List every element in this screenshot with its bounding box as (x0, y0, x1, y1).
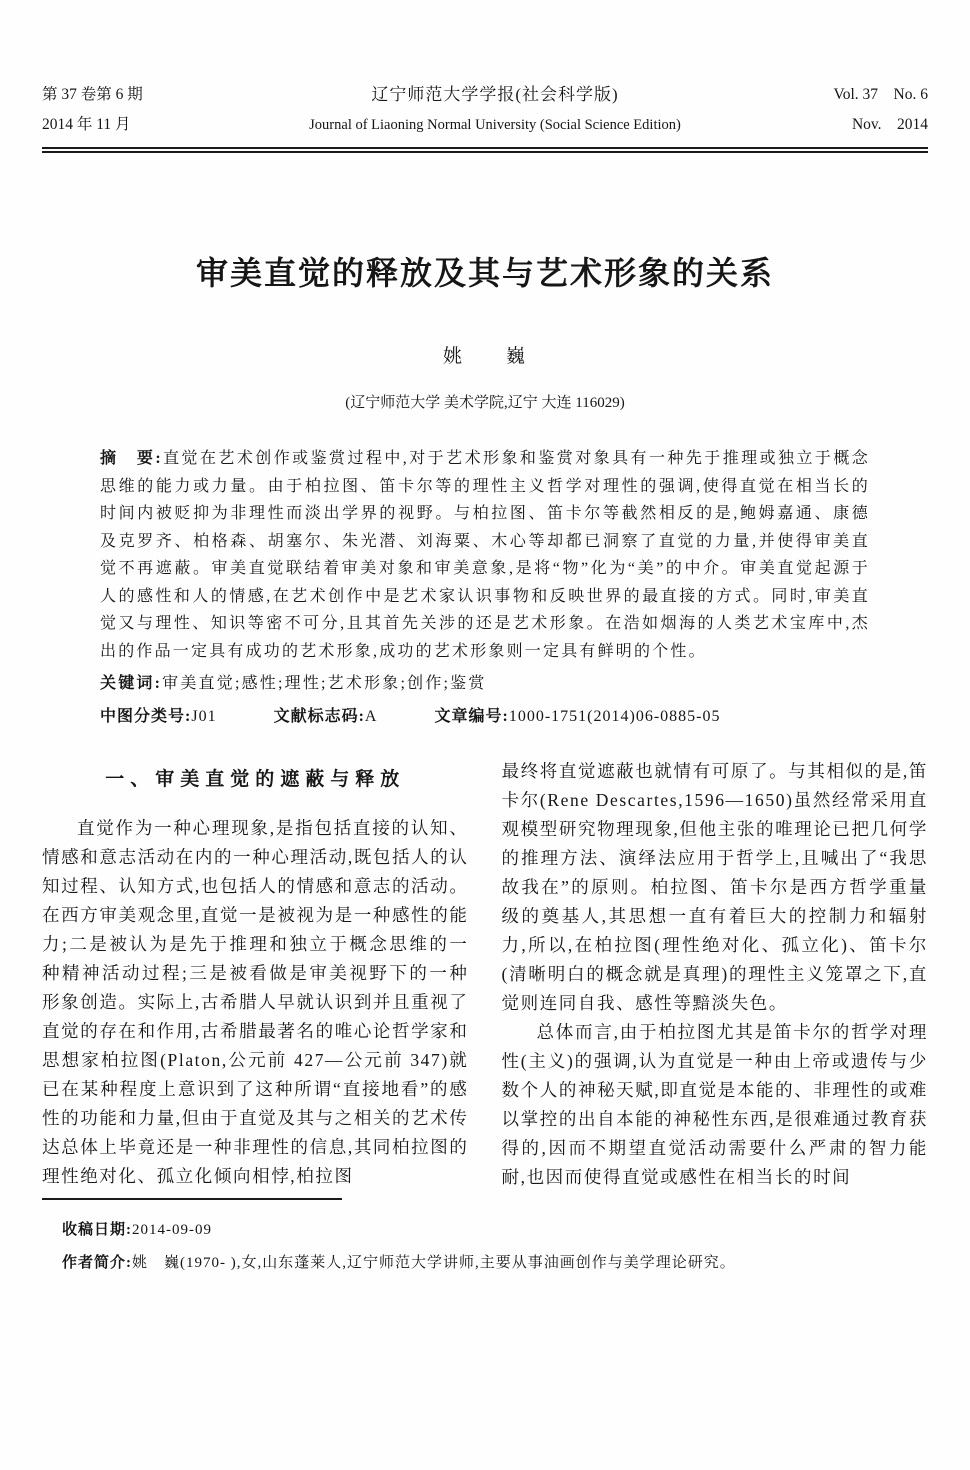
header-issue-info (42, 80, 232, 140)
journal-name-en: Journal of Liaoning Normal University (Social Science Edition) (309, 117, 681, 133)
volume-number-en: Vol. 37 No. 6 (833, 86, 928, 103)
paper-page (0, 80, 970, 1280)
right-column (502, 757, 929, 1192)
author-bio-line (62, 1247, 928, 1280)
header-divider (42, 147, 928, 153)
doc-code-segment (274, 703, 378, 731)
author-name: 姚 巍 (442, 346, 527, 367)
doc-code-value: A (364, 707, 378, 725)
body-paragraph-left: 直觉作为一种心理现象,是指包括直接的认知、情感和意志活动在内的一种心理活动,既包括人的认知过程、认知方式,也包括人的情感和意志的活动。在西方审美观念里,直觉一是被视为是一种感性的能力;二是被认为是先于推理和独立于概念思维的一种精神活动过程;三是被看做是审美视野下的一种形象创造。实际上,古希腊人早就认识到并且重视了直觉的存在和作用,古希腊最著名的唯心论哲学家和思想家柏拉图(Platon,公元前 427—公元前 347)就已在某种程度上意识到了这种所谓“直接地看”的感性的功能和力量,但由于直觉及其与之相关的艺术传达总体上毕竟还是一种非理性的信息,其同柏拉图的理性绝对化、孤立化倾向相悖,柏拉图 (42, 818, 469, 1186)
clc-label: 中图分类号: (100, 707, 192, 725)
issue-date-cn: 2014 年 11 月 (42, 116, 131, 133)
clc-value: J01 (191, 707, 217, 725)
header-volume-info (758, 80, 928, 140)
issue-number-cn: 第 37 卷第 6 期 (42, 86, 143, 103)
section-heading: 一、审美直觉的遮蔽与释放 (105, 769, 406, 790)
clc-segment (100, 703, 217, 731)
journal-header (42, 80, 928, 140)
author-bio-value: 姚 巍(1970- ),女,山东蓬莱人,辽宁师范大学讲师,主要从事油画创作与美学理论研究。 (132, 1255, 736, 1271)
classification-line (100, 703, 870, 731)
article-no-label: 文章编号: (434, 707, 509, 725)
abstract-text: 直觉在艺术创作或鉴赏过程中,对于艺术形象和鉴赏对象具有一种先于推理或独立于概念思维的能力或力量。由于柏拉图、笛卡尔等的理性主义哲学对理性的强调,使得直觉在相当长的时间内被贬抑为非理性而淡出学界的视野。与柏拉图、笛卡尔等截然相反的是,鲍姆嘉通、康德及克罗齐、柏格森、胡塞尔、朱光潜、刘海粟、木心等却都已洞察了直觉的力量,并使得审美直觉不再遮蔽。审美直觉联结着审美对象和审美意象,是将“物”化为“美”的中介。审美直觉起源于人的感性和人的情感,在艺术创作中是艺术家认识事物和反映世界的最直接的方式。同时,审美直觉又与理性、知识等密不可分,且其首先关涉的还是艺术形象。在浩如烟海的人类艺术宝库中,杰出的作品一定具有成功的艺术形象,成功的艺术形象则一定具有鲜明的个性。 (100, 450, 870, 660)
body-columns (42, 757, 928, 1192)
footnote-divider (42, 1198, 342, 1200)
abstract-block (100, 445, 870, 665)
abstract-paragraph (100, 445, 870, 665)
article-no-segment (434, 703, 720, 731)
received-date-value: 2014-09-09 (132, 1222, 212, 1238)
author-bio-label: 作者简介: (62, 1255, 132, 1271)
footnote-area (42, 1198, 928, 1280)
left-column (42, 757, 469, 1192)
doc-code-label: 文献标志码: (273, 707, 365, 725)
received-date-label: 收稿日期: (62, 1222, 132, 1238)
received-date-line (62, 1214, 928, 1247)
keywords-text: 审美直觉;感性;理性;艺术形象;创作;鉴赏 (162, 675, 487, 692)
author-affiliation: (辽宁师范大学 美术学院,辽宁 大连 116029) (345, 395, 625, 411)
keywords-line (100, 670, 870, 698)
journal-name (232, 80, 758, 140)
issue-date-en: Nov. 2014 (851, 116, 928, 133)
article-no-value: 1000-1751(2014)06-0885-05 (508, 707, 721, 725)
abstract-label: 摘 要: (100, 450, 163, 467)
keywords-label: 关键词: (100, 675, 163, 692)
article-title: 审美直觉的释放及其与艺术形象的关系 (195, 255, 774, 291)
body-paragraph-right-2: 总体而言,由于柏拉图尤其是笛卡尔的哲学对理性(主义)的强调,认为直觉是一种由上帝或遗传与少数个人的神秘天赋,即直觉是本能的、非理性的或难以掌控的出自本能的神秘性东西,是很难通过教育获得的,因而不期望直觉活动需要什么严肃的智力能耐,也因而使得直觉或感性在相当长的时间 (501, 1022, 928, 1187)
body-paragraph-right-1: 最终将直觉遮蔽也就情有可原了。与其相似的是,笛卡尔(Rene Descartes,1596—1650)虽然经常采用直观模型研究物理现象,但他主张的唯理论已把几何学的推理方法、演绎法应用于哲学上,且喊出了“我思故我在”的原则。柏拉图、笛卡尔是西方哲学重量级的奠基人,其思想一直有着巨大的控制力和辐射力,所以,在柏拉图(理性绝对化、孤立化)、笛卡尔(清晰明白的概念就是真理)的理性主义笼罩之下,直觉则连同自我、感性等黯淡失色。 (501, 761, 928, 1013)
journal-name-cn: 辽宁师范大学学报(社会科学版) (371, 85, 619, 104)
